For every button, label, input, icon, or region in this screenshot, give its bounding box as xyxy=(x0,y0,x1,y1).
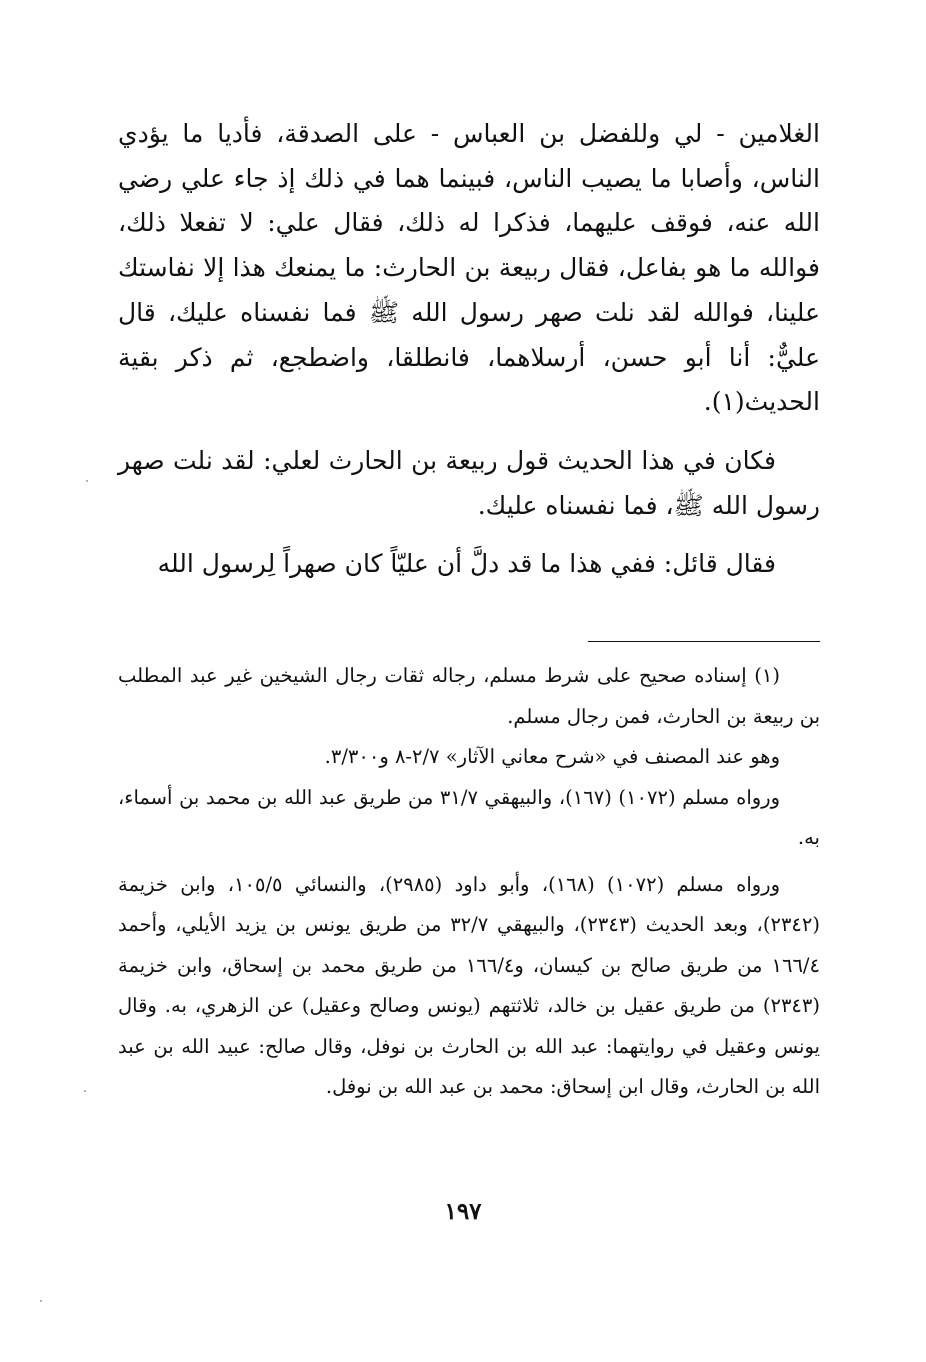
scan-speck xyxy=(40,1300,42,1302)
main-paragraph-3: فقال قائل: ففي هذا ما قد دلَّ أن عليّاً كان صهراً لِرسول الله xyxy=(157,549,776,579)
footnote-narration-1: ورواه مسلم (١٠٧٢) (١٦٧)، والبيهقي ٣١/٧ من طريق عبد الله بن محمد بن أسماء، به. xyxy=(118,785,820,849)
scan-speck xyxy=(84,1090,86,1092)
main-text xyxy=(118,112,820,587)
footnotes xyxy=(118,656,820,1108)
footnote-source: وهو عند المصنف في «شرح معاني الآثار» ٢/٧-٨ و٣/٣٠٠. xyxy=(324,745,780,768)
footnote-narration-2: ورواه مسلم (١٠٧٢) (١٦٨)، وأبو داود (٢٩٨٥)، والنسائي ١٠٥/٥، وابن خزيمة (٢٣٤٢)، وبعد الحديث (٢٣٤٣)، والبيهقي ٣٢/٧ من طريق يونس بن يزيد الأيلي، وأحمد ١٦٦/٤ من طريق صالح بن كيسان، و١٦٦/٤ من طريق محمد بن إسحاق، وابن خزيمة (٢٣٤٣) من طريق عقيل بن خالد، ثلاثتهم (يونس وصالح وعقيل) عن الزهري، به. وقال يونس وعقيل في روايتهما: عبد الله بن الحارث بن نوفل، وقال صالح: عبيد الله بن عبد الله بن الحارث، وقال ابن إسحاق: محمد بن عبد الله بن نوفل. xyxy=(118,872,820,1098)
footnote-1: (١) إسناده صحيح على شرط مسلم، رجاله ثقات رجال الشيخين غير عبد المطلب بن ربيعة بن الحارث، فمن رجال مسلم. xyxy=(118,664,820,728)
scan-speck xyxy=(86,480,88,482)
main-paragraph-1: الغلامين - لي وللفضل بن العباس - على الصدقة، فأديا ما يؤدي الناس، وأصابا ما يصيب الناس، فبينما هما في ذلك إذ جاء علي رضي الله عنه، فوقف عليهما، فذكرا له ذلك، فقال علي: لا تفعلا ذلك، فوالله ما هو بفاعل، فقال ربيعة بن الحارث: ما يمنعك هذا إلا نفاستك علينا، فوالله لقد نلت صهر رسول الله ﷺ فما نفسناه عليك، قال عليٌّ: أنا أبو حسن، أرسلاهما، فانطلقا، واضطجع، ثم ذكر بقية الحديث(١). xyxy=(118,119,820,417)
page-number: ١٩٧ xyxy=(444,1198,482,1225)
main-paragraph-2: فكان في هذا الحديث قول ربيعة بن الحارث لعلي: لقد نلت صهر رسول الله ﷺ، فما نفسناه عليك. xyxy=(118,445,820,520)
footnote-separator xyxy=(588,641,820,642)
